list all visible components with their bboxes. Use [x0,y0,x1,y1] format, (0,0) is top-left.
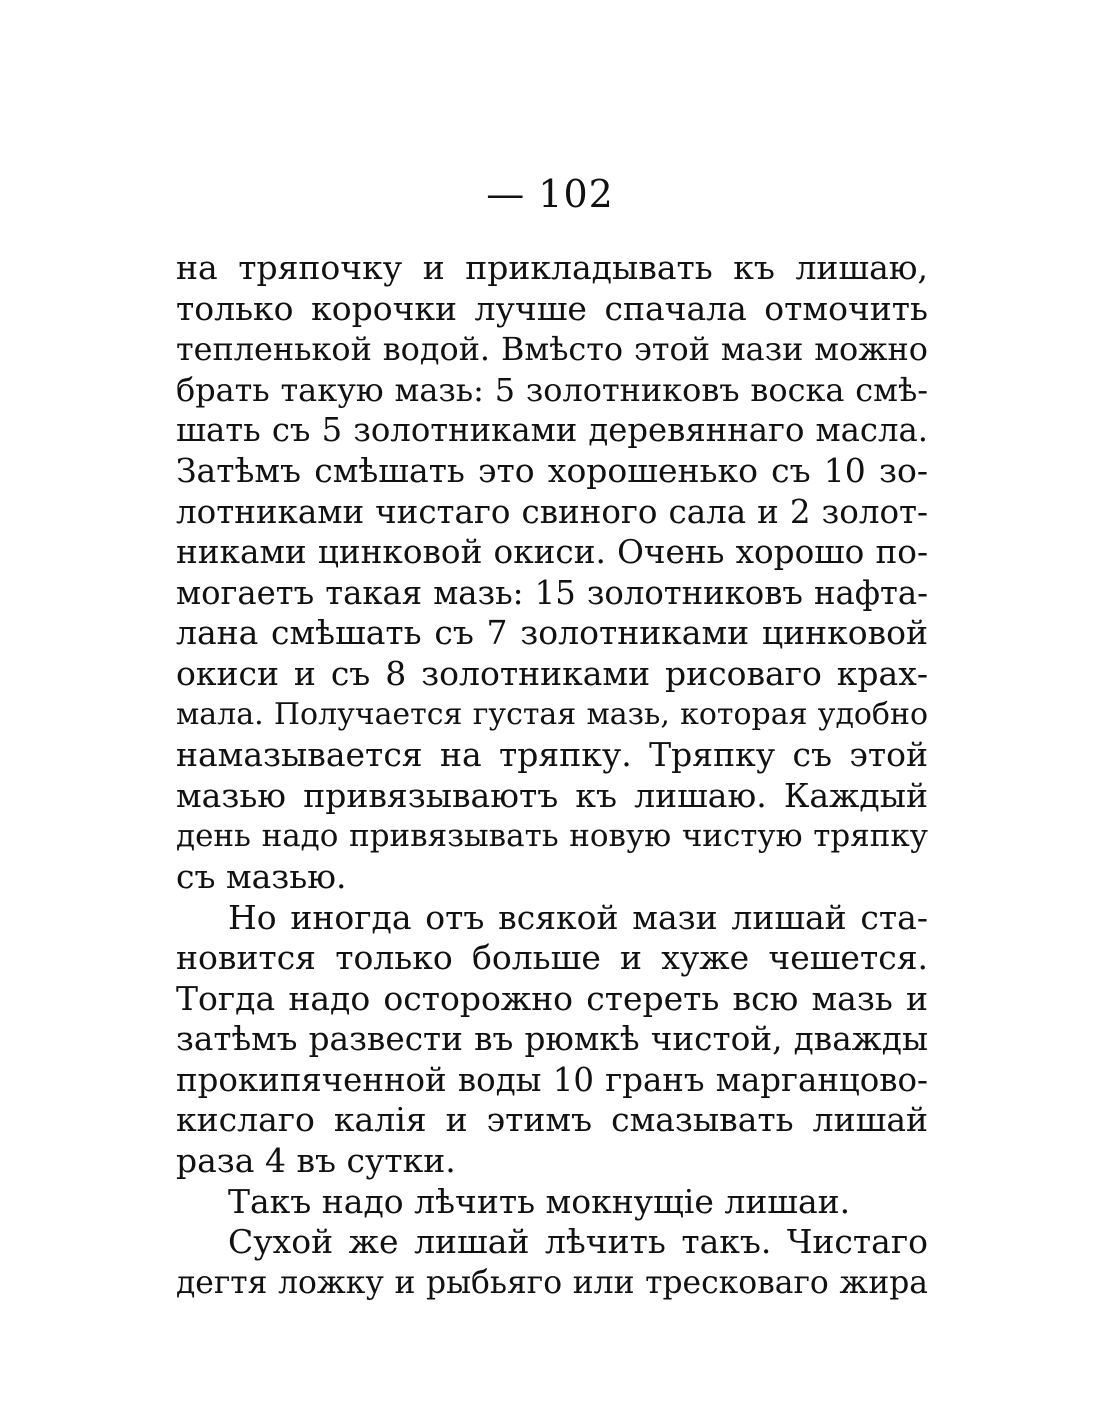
text-line: прокипяченной воды 10 гранъ марганцово- [176,1060,928,1099]
text-line: мазью привязываютъ къ лишаю. Каждый [176,775,928,815]
page-number: — 102 [486,172,614,216]
text-line: лотниками чистаго свиного сала и 2 золот- [176,492,928,531]
text-line: новится только больше и хуже чешется. [176,938,928,978]
text-line: дегтя ложку и рыбьяго или тресковаго жира [176,1264,928,1301]
text-line: Такъ надо лѣчить мокнущіе лишаи. [228,1181,851,1221]
text-line: намазывается на тряпку. Тряпку съ этой [176,735,928,775]
text-line: на тряпочку и прикладывать къ лишаю, [176,248,928,287]
text-line: лана смѣшать съ 7 золотниками цинковой [176,613,928,653]
text-line: никами цинковой окиси. Очень хорошо по- [176,533,928,572]
text-line: шать съ 5 золотниками деревяннаго масла. [176,411,928,450]
text-line: Тогда надо осторожно стереть всю мазь и [176,978,928,1018]
text-line: мала. Получается густая мазь, которая удобно [176,696,928,732]
text-line: окиси и съ 8 золотниками рисоваго крах- [176,653,928,693]
text-line: Сухой же лишай лѣчить такъ. Чистаго [228,1222,928,1262]
text-line: раза 4 въ сутки. [176,1141,456,1181]
body-text [176,248,928,1303]
text-line: Но иногда отъ всякой мази лишай ста- [228,897,928,937]
text-line: только корочки лучше спачала отмочить [176,288,928,328]
text-line: затѣмъ развести въ рюмкѣ чистой, дважды [176,1020,928,1059]
text-line: день надо привязывать новую чистую тряпку [176,818,928,855]
text-line: могаетъ такая мазь: 15 золотниковъ нафта- [176,573,928,612]
text-line: тепленькой водой. Вмѣсто этой мази можно [176,330,928,369]
text-line: Затѣмъ смѣшать это хорошенько съ 10 зо- [176,450,928,490]
text-line: брать такую мазь: 5 золотниковъ воска смѣ- [176,370,928,409]
text-line: кислаго калія и этимъ смазывать лишай [176,1100,928,1140]
text-line: съ мазью. [176,856,347,896]
